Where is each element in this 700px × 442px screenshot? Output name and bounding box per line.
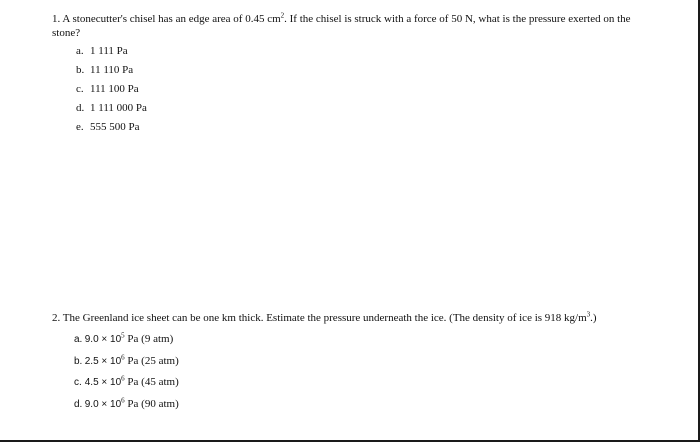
option-text: 111 100 Pa	[90, 83, 139, 95]
option-text: 11 110 Pa	[90, 64, 134, 76]
option-letter: a.	[74, 334, 83, 345]
question-1-prefix: 1. A stonecutter's chisel has an edge area of 0.45 cm	[52, 13, 281, 25]
option-unit: Pa (45 atm)	[124, 376, 179, 388]
question-2-option-a	[74, 329, 642, 351]
option-letter: e.	[76, 121, 84, 133]
question-1-text	[52, 12, 642, 40]
option-mantissa: 9.0 × 10	[84, 398, 122, 410]
option-text: 555 500 Pa	[90, 121, 140, 133]
question-1-rest: . If the chisel is struck with a force of 50 N, what is the pressure exerted on the stone?	[52, 13, 631, 39]
option-letter: a.	[76, 45, 84, 57]
question-1-area-exponent: 2	[280, 11, 285, 20]
question-1-option-d	[76, 99, 642, 118]
option-letter: b.	[76, 64, 85, 76]
option-exponent: 6	[121, 352, 125, 361]
option-letter: d.	[74, 398, 83, 410]
question-2-option-b	[74, 351, 642, 373]
question-2-rest: .)	[590, 312, 597, 324]
question-1-options	[76, 42, 642, 137]
option-letter: b.	[74, 355, 83, 367]
question-1-option-a	[76, 42, 642, 61]
option-mantissa: 9.0 × 10	[84, 334, 122, 345]
question-1-option-b	[76, 61, 642, 80]
question-2-text	[52, 311, 642, 325]
question-2-option-d	[74, 394, 642, 416]
option-letter: c.	[74, 377, 82, 388]
option-mantissa: 4.5 × 10	[84, 377, 122, 388]
question-2-options	[74, 329, 642, 415]
option-text: 1 111 000 Pa	[90, 102, 147, 114]
option-unit: Pa (90 atm)	[124, 397, 179, 410]
option-text: 1 111 Pa	[90, 45, 128, 57]
question-2	[52, 311, 642, 415]
question-2-density-exponent: 3	[586, 310, 591, 319]
option-exponent: 6	[121, 374, 125, 383]
option-letter: d.	[76, 102, 85, 114]
option-letter: c.	[76, 83, 84, 95]
option-exponent: 5	[121, 331, 125, 340]
option-unit: Pa (25 atm)	[124, 354, 179, 367]
question-2-prefix: 2. The Greenland ice sheet can be one km thick. Estimate the pressure underneath the ice. (The density of ice is 918 kg/m	[52, 312, 587, 324]
option-mantissa: 2.5 × 10	[84, 355, 122, 367]
question-1-option-c	[76, 80, 642, 99]
question-1-option-e	[76, 118, 642, 137]
question-1	[52, 12, 642, 137]
question-2-option-c	[74, 372, 642, 394]
option-unit: Pa (9 atm)	[124, 333, 174, 345]
option-exponent: 6	[121, 395, 125, 404]
